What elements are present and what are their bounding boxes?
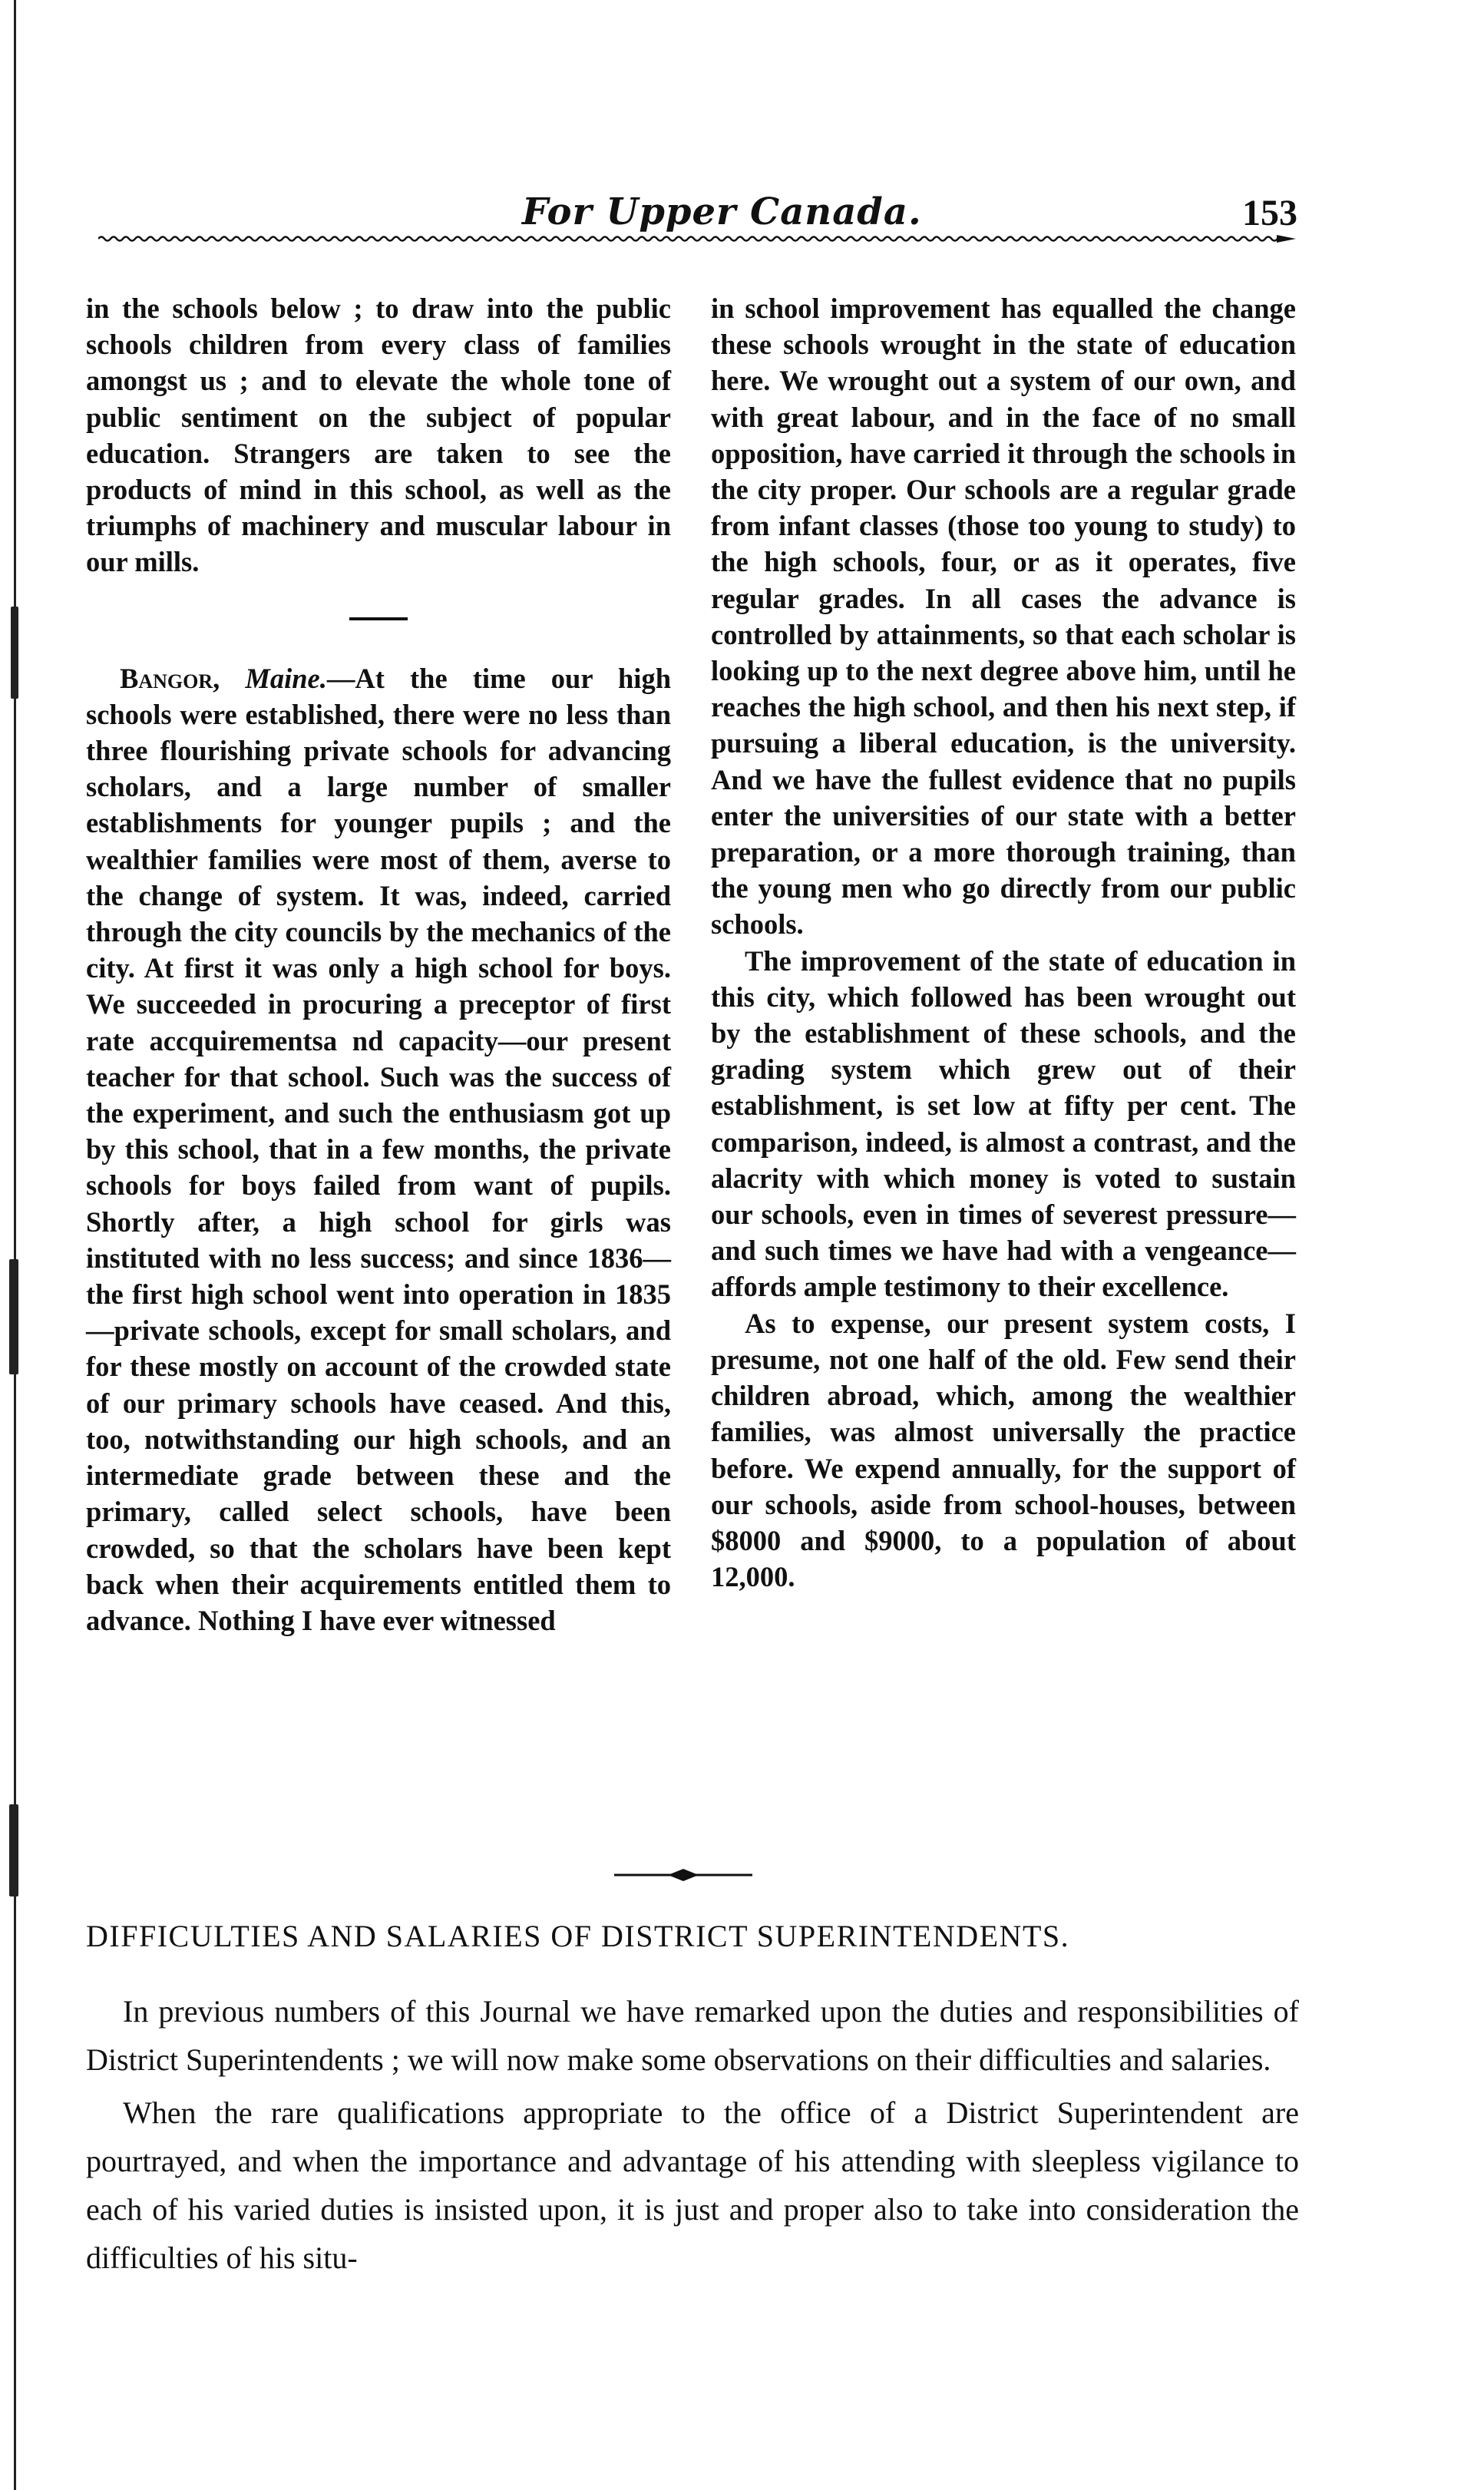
scan-edge-mark [9, 1804, 18, 1896]
scan-edge-line [14, 0, 16, 2490]
ornament-divider [614, 1866, 752, 1884]
wavy-rule [98, 232, 1296, 246]
section-heading: DIFFICULTIES AND SALARIES OF DISTRICT SUPERINTENDENTS. [86, 1919, 1070, 1953]
page-number: 153 [1242, 193, 1297, 233]
place-name-state: Maine. [245, 662, 327, 694]
left-column [86, 290, 671, 1639]
running-head [92, 190, 1305, 236]
section-paragraph-2: When the rare qualifications appropriate to the office of a District Superintendent are pourtrayed, and when the importance and advantage of his attending with sleepless vigilance to each of his varied duties is insisted upon, it is just and proper also to take into consideration the difficulties of his situ- [86, 2095, 1299, 2275]
left-paragraph-2-body: —At the time our high schools were established, there were no less than three flourishing private schools for advancing scholars, and a large number of smaller establishments for younger pupils ; and the wealthier families were most of them, averse to the change of system. It was, indeed, carried through the city councils by the mechanics of the city. At first it was only a high school for boys. We succeeded in procuring a preceptor of first rate accquirementsa nd capacity—our present teacher for that school. Such was the success of the experiment, and such the enthusiasm got up by this school, that in a few months, the private schools for boys failed from want of pupils. Shortly after, a high school for girls was instituted with no less success; and since 1836—the first high school went into operation in 1835—private schools, except for small scholars, and for these mostly on account of the crowded state of our primary schools have ceased. And this, too, notwithstanding our high schools, and an intermediate grade between these and the primary, called select schools, have been crowded, so that the scholars have been kept back when their acquirements entitled them to advance. Nothing I have ever witnessed [86, 662, 671, 1636]
right-paragraph-1: in school improvement has equalled the change these schools wrought in the state of education here. We wrought out a system of our own, and with great labour, and in the face of no small opposition, have carried it through the schools in the city proper. Our schools are a regular grade from infant classes (those too young to study) to the high schools, four, or as it operates, five regular grades. In all cases the advance is controlled by attainments, so that each scholar is looking up to the next degree above him, until he reaches the high school, and then his next step, if pursuing a liberal education, is the university. And we have the fullest evidence that no pupils enter the universities of our state with a better preparation, or a more thorough training, than the young men who go directly from our public schools. [711, 293, 1296, 941]
running-title: For Upper Canada. [522, 190, 922, 233]
scan-edge-mark [11, 607, 18, 699]
right-paragraph-3: As to expense, our present system costs, I presume, not one half of the old. Few send their children abroad, which, among the wealthier families, was almost universally the practice before. We expend annually, for the support of our schools, aside from school-houses, between $8000 and $9000, to a population of about 12,000. [711, 1307, 1296, 1593]
section-paragraph-1: In previous numbers of this Journal we have remarked upon the duties and responsibilities of District Superintendents ; we will now make some observations on their difficulties and salaries. [86, 1994, 1299, 2077]
place-name-lead: Bangor, [120, 662, 220, 694]
right-column [711, 290, 1296, 1595]
left-paragraph-2 [86, 660, 671, 1639]
section-break-rule [349, 617, 408, 620]
left-paragraph-1: in the schools below ; to draw into the public schools children from every class of families amongst us ; and to elevate the whole tone of public sentiment on the subject of popular education. Strangers are taken to see the products of mind in this school, as well as the triumphs of machinery and muscular labour in our mills. [86, 293, 671, 578]
right-paragraph-2: The improvement of the state of education in this city, which followed has been wrought out by the establishment of these schools, and the grading system which grew out of their establishment, is set low at fifty per cent. The comparison, indeed, is almost a contrast, and the alacrity with which money is voted to sustain our schools, even in times of severest pressure—and such times we have had with a vengeance—affords ample testimony to their excellence. [711, 944, 1296, 1303]
scan-edge-mark [9, 1259, 18, 1374]
section-body [86, 1987, 1299, 2287]
